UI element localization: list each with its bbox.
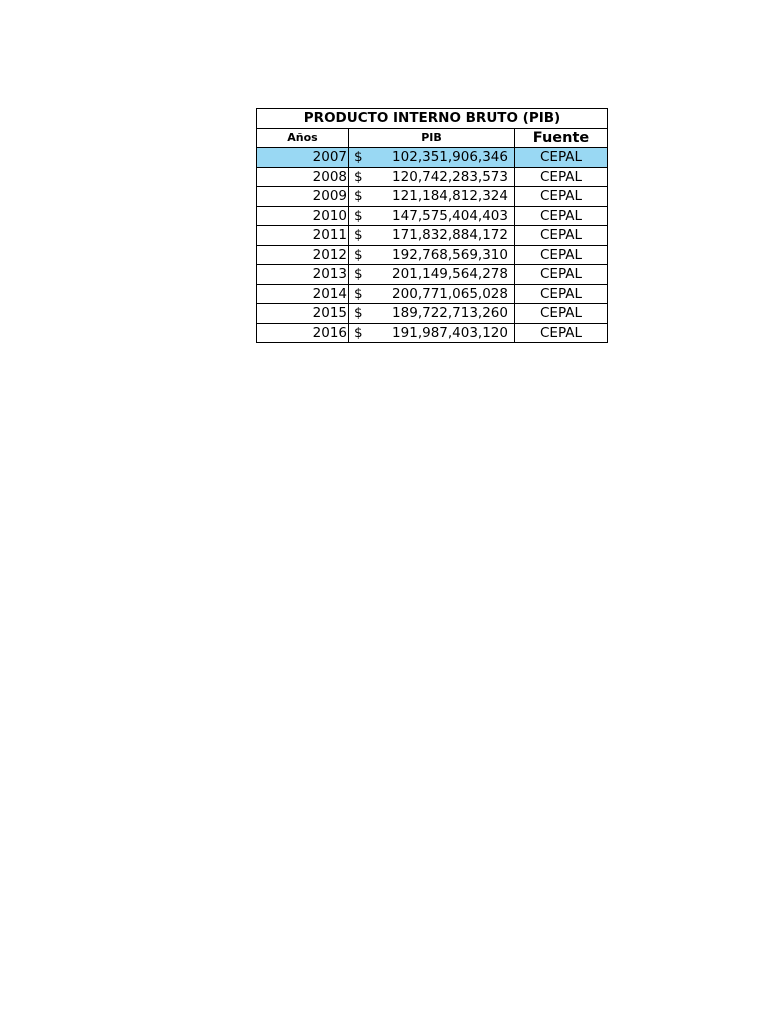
pib-cell[interactable]	[349, 284, 515, 304]
pib-cell[interactable]	[349, 304, 515, 324]
source-cell[interactable]: CEPAL	[515, 323, 608, 343]
currency-symbol: $	[354, 207, 363, 224]
source-cell[interactable]: CEPAL	[515, 167, 608, 187]
source-cell[interactable]: CEPAL	[515, 284, 608, 304]
year-cell[interactable]: 2016	[257, 323, 349, 343]
table-row[interactable]	[257, 284, 608, 304]
table-body	[257, 148, 608, 343]
year-cell[interactable]: 2009	[257, 187, 349, 207]
pib-amount: 171,832,884,172	[392, 227, 508, 243]
source-cell[interactable]: CEPAL	[515, 226, 608, 246]
pib-amount: 121,184,812,324	[392, 188, 508, 204]
pib-amount: 102,351,906,346	[392, 149, 508, 165]
source-cell[interactable]: CEPAL	[515, 245, 608, 265]
table-title-row	[257, 109, 608, 129]
pib-cell[interactable]	[349, 323, 515, 343]
table-title: PRODUCTO INTERNO BRUTO (PIB)	[257, 109, 608, 129]
table-row[interactable]	[257, 265, 608, 285]
pib-cell[interactable]	[349, 226, 515, 246]
pib-amount: 201,149,564,278	[392, 266, 508, 282]
currency-symbol: $	[354, 266, 363, 282]
table-row[interactable]	[257, 148, 608, 168]
source-cell[interactable]: CEPAL	[515, 187, 608, 207]
table-row[interactable]	[257, 245, 608, 265]
table-row[interactable]	[257, 304, 608, 324]
source-cell[interactable]: CEPAL	[515, 265, 608, 285]
column-header-source: Fuente	[515, 128, 608, 148]
source-cell[interactable]: CEPAL	[515, 304, 608, 324]
source-cell[interactable]: CEPAL	[515, 148, 608, 168]
pib-amount: 120,742,283,573	[392, 168, 508, 185]
pib-amount: 192,768,569,310	[392, 246, 508, 263]
pib-cell[interactable]	[349, 167, 515, 187]
year-cell[interactable]: 2010	[257, 206, 349, 226]
table-row[interactable]	[257, 206, 608, 226]
year-cell[interactable]: 2014	[257, 284, 349, 304]
pib-cell[interactable]	[349, 187, 515, 207]
currency-symbol: $	[354, 227, 363, 243]
currency-symbol: $	[354, 149, 363, 165]
pib-cell[interactable]	[349, 206, 515, 226]
pib-amount: 147,575,404,403	[392, 207, 508, 224]
currency-symbol: $	[354, 305, 363, 321]
source-cell[interactable]: CEPAL	[515, 206, 608, 226]
pib-cell[interactable]	[349, 245, 515, 265]
currency-symbol: $	[354, 188, 363, 204]
currency-symbol: $	[354, 324, 363, 341]
table-row[interactable]	[257, 323, 608, 343]
year-cell[interactable]: 2013	[257, 265, 349, 285]
table-header-row	[257, 128, 608, 148]
pib-cell[interactable]	[349, 148, 515, 168]
pib-amount: 189,722,713,260	[392, 305, 508, 321]
table-row[interactable]	[257, 167, 608, 187]
currency-symbol: $	[354, 246, 363, 263]
table-row[interactable]	[257, 187, 608, 207]
pib-table	[256, 108, 608, 343]
table-row[interactable]	[257, 226, 608, 246]
currency-symbol: $	[354, 168, 363, 185]
pib-amount: 191,987,403,120	[392, 324, 508, 341]
pib-cell[interactable]	[349, 265, 515, 285]
year-cell[interactable]: 2007	[257, 148, 349, 168]
year-cell[interactable]: 2012	[257, 245, 349, 265]
pib-amount: 200,771,065,028	[392, 285, 508, 302]
year-cell[interactable]: 2011	[257, 226, 349, 246]
column-header-pib: PIB	[349, 128, 515, 148]
column-header-years: Años	[257, 128, 349, 148]
year-cell[interactable]: 2015	[257, 304, 349, 324]
year-cell[interactable]: 2008	[257, 167, 349, 187]
currency-symbol: $	[354, 285, 363, 302]
